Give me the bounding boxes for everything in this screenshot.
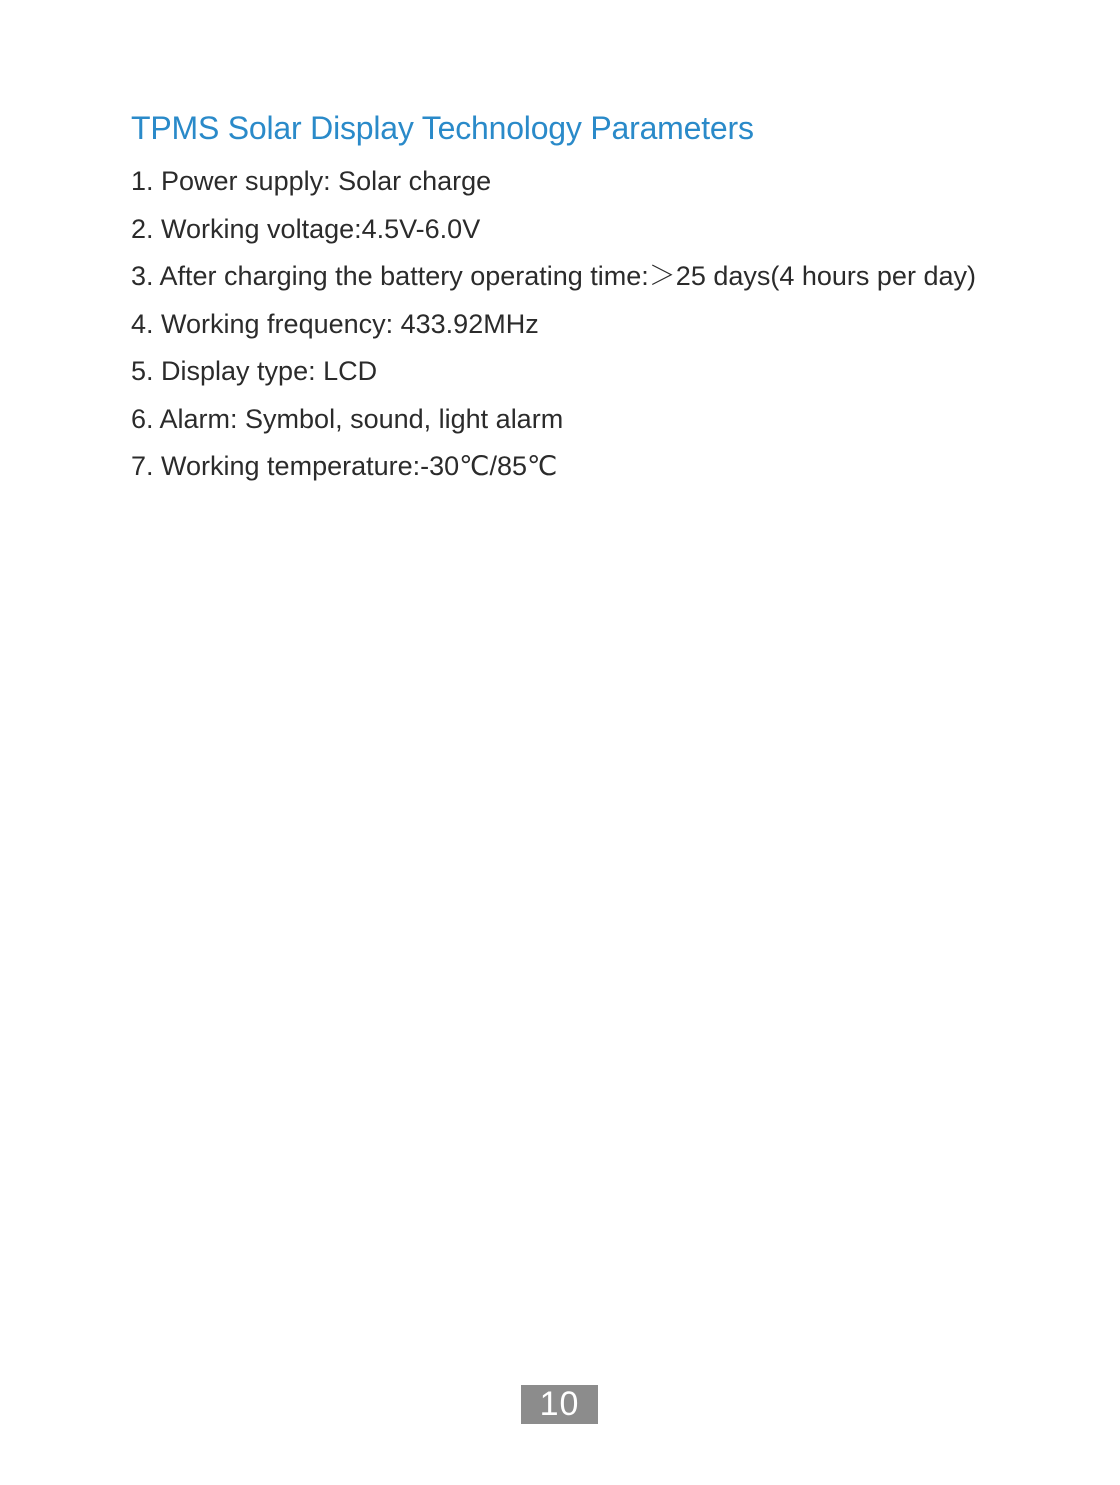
parameter-list <box>131 158 991 491</box>
page-number-badge: 10 <box>521 1385 598 1424</box>
parameter-working-voltage: 2. Working voltage:4.5V-6.0V <box>131 213 481 244</box>
parameter-display-type: 5. Display type: LCD <box>131 356 378 386</box>
parameter-alarm: 6. Alarm: Symbol, sound, light alarm <box>131 403 564 434</box>
parameter-working-temperature: 7. Working temperature:-30℃/85℃ <box>131 451 558 481</box>
parameter-battery-operating-time: 3. After charging the battery operating time:＞25 days(4 hours per day) <box>131 261 976 291</box>
page-title: TPMS Solar Display Technology Parameters <box>131 110 754 146</box>
parameter-working-frequency: 4. Working frequency: 433.92MHz <box>131 308 539 339</box>
parameter-power-supply: 1. Power supply: Solar charge <box>131 166 492 196</box>
